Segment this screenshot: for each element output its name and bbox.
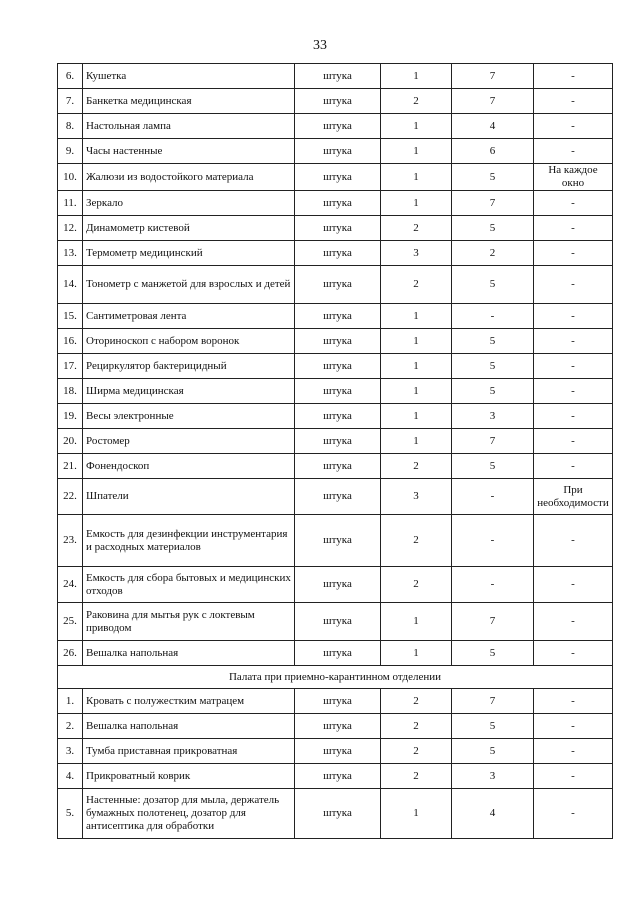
item-name: Кровать с полужестким матрацем [83,689,295,714]
row-number: 2. [58,714,83,739]
unit-cell: штука [295,479,381,515]
service-life-cell: - [452,515,534,567]
service-life-cell: 7 [452,64,534,89]
note-cell: - [534,515,613,567]
row-number: 20. [58,429,83,454]
table-row [58,479,613,515]
table-row [58,164,613,191]
note-cell: - [534,689,613,714]
unit-cell: штука [295,689,381,714]
note-cell: - [534,379,613,404]
item-name: Оториноскоп с набором воронок [83,329,295,354]
item-name: Ширма медицинская [83,379,295,404]
row-number: 15. [58,304,83,329]
note-cell: - [534,714,613,739]
quantity-cell: 2 [381,89,452,114]
table-row [58,641,613,666]
note-cell: - [534,304,613,329]
item-name: Шпатели [83,479,295,515]
service-life-cell: 5 [452,454,534,479]
table-row [58,739,613,764]
item-name: Емкость для сбора бытовых и медицинских отходов [83,567,295,603]
quantity-cell: 1 [381,404,452,429]
table-row [58,89,613,114]
row-number: 8. [58,114,83,139]
service-life-cell: - [452,304,534,329]
item-name: Сантиметровая лента [83,304,295,329]
note-cell: - [534,216,613,241]
quantity-cell: 2 [381,454,452,479]
row-number: 4. [58,764,83,789]
unit-cell: штука [295,454,381,479]
table-row [58,379,613,404]
table-row [58,266,613,304]
section-header-row [58,666,613,689]
quantity-cell: 1 [381,329,452,354]
table-row [58,241,613,266]
quantity-cell: 2 [381,266,452,304]
service-life-cell: 5 [452,266,534,304]
quantity-cell: 1 [381,304,452,329]
table-row [58,515,613,567]
unit-cell: штука [295,114,381,139]
quantity-cell: 2 [381,515,452,567]
row-number: 10. [58,164,83,191]
table-row [58,567,613,603]
quantity-cell: 1 [381,164,452,191]
note-cell: - [534,641,613,666]
row-number: 16. [58,329,83,354]
table-row [58,454,613,479]
row-number: 14. [58,266,83,304]
quantity-cell: 1 [381,354,452,379]
table-row [58,404,613,429]
item-name: Рециркулятор бактерицидный [83,354,295,379]
table-row [58,429,613,454]
row-number: 21. [58,454,83,479]
note-cell: - [534,739,613,764]
unit-cell: штука [295,379,381,404]
unit-cell: штука [295,789,381,839]
item-name: Термометр медицинский [83,241,295,266]
row-number: 11. [58,191,83,216]
item-name: Зеркало [83,191,295,216]
row-number: 6. [58,64,83,89]
table-row [58,689,613,714]
row-number: 13. [58,241,83,266]
note-cell: На каждое окно [534,164,613,191]
row-number: 1. [58,689,83,714]
service-life-cell: 5 [452,216,534,241]
service-life-cell: 4 [452,114,534,139]
service-life-cell: 5 [452,354,534,379]
note-cell: - [534,454,613,479]
row-number: 19. [58,404,83,429]
quantity-cell: 1 [381,139,452,164]
item-name: Жалюзи из водостойкого материала [83,164,295,191]
quantity-cell: 3 [381,241,452,266]
item-name: Прикроватный коврик [83,764,295,789]
quantity-cell: 1 [381,641,452,666]
item-name: Настольная лампа [83,114,295,139]
item-name: Кушетка [83,64,295,89]
unit-cell: штука [295,515,381,567]
unit-cell: штука [295,164,381,191]
item-name: Вешалка напольная [83,641,295,666]
note-cell: - [534,114,613,139]
service-life-cell: 7 [452,689,534,714]
service-life-cell: 5 [452,739,534,764]
equipment-table [57,63,613,839]
note-cell: - [534,191,613,216]
row-number: 17. [58,354,83,379]
note-cell: При необходимости [534,479,613,515]
note-cell: - [534,89,613,114]
item-name: Вешалка напольная [83,714,295,739]
quantity-cell: 1 [381,603,452,641]
quantity-cell: 1 [381,379,452,404]
unit-cell: штука [295,764,381,789]
note-cell: - [534,139,613,164]
row-number: 25. [58,603,83,641]
quantity-cell: 3 [381,479,452,515]
equipment-table-body [58,64,613,839]
unit-cell: штука [295,266,381,304]
table-row [58,64,613,89]
quantity-cell: 1 [381,191,452,216]
item-name: Емкость для дезинфекции инструментария и расходных материалов [83,515,295,567]
service-life-cell: 5 [452,641,534,666]
service-life-cell: 5 [452,164,534,191]
note-cell: - [534,329,613,354]
unit-cell: штука [295,64,381,89]
row-number: 18. [58,379,83,404]
table-row [58,603,613,641]
note-cell: - [534,429,613,454]
unit-cell: штука [295,641,381,666]
quantity-cell: 1 [381,114,452,139]
service-life-cell: 7 [452,191,534,216]
row-number: 7. [58,89,83,114]
row-number: 23. [58,515,83,567]
note-cell: - [534,354,613,379]
item-name: Настенные: дозатор для мыла, держатель бумажных полотенец, дозатор для антисептика для обработки [83,789,295,839]
service-life-cell: 4 [452,789,534,839]
table-row [58,216,613,241]
note-cell: - [534,567,613,603]
row-number: 24. [58,567,83,603]
service-life-cell: 7 [452,603,534,641]
service-life-cell: 5 [452,714,534,739]
quantity-cell: 1 [381,64,452,89]
quantity-cell: 2 [381,689,452,714]
unit-cell: штука [295,304,381,329]
table-row [58,114,613,139]
section-title: Палата при приемно-карантинном отделении [58,666,613,689]
table-row [58,764,613,789]
unit-cell: штука [295,89,381,114]
unit-cell: штука [295,567,381,603]
row-number: 26. [58,641,83,666]
service-life-cell: 5 [452,329,534,354]
unit-cell: штука [295,241,381,266]
table-row [58,304,613,329]
unit-cell: штука [295,714,381,739]
item-name: Фонендоскоп [83,454,295,479]
unit-cell: штука [295,429,381,454]
service-life-cell: 7 [452,89,534,114]
note-cell: - [534,241,613,266]
service-life-cell: 6 [452,139,534,164]
service-life-cell: 7 [452,429,534,454]
unit-cell: штука [295,329,381,354]
unit-cell: штука [295,191,381,216]
item-name: Динамометр кистевой [83,216,295,241]
item-name: Тонометр с манжетой для взрослых и детей [83,266,295,304]
item-name: Банкетка медицинская [83,89,295,114]
unit-cell: штука [295,354,381,379]
unit-cell: штука [295,603,381,641]
note-cell: - [534,764,613,789]
row-number: 9. [58,139,83,164]
service-life-cell: - [452,567,534,603]
unit-cell: штука [295,739,381,764]
row-number: 22. [58,479,83,515]
unit-cell: штука [295,404,381,429]
row-number: 3. [58,739,83,764]
unit-cell: штука [295,216,381,241]
row-number: 12. [58,216,83,241]
table-row [58,139,613,164]
note-cell: - [534,789,613,839]
quantity-cell: 2 [381,739,452,764]
note-cell: - [534,404,613,429]
item-name: Раковина для мытья рук с локтевым приводом [83,603,295,641]
quantity-cell: 1 [381,789,452,839]
quantity-cell: 2 [381,764,452,789]
service-life-cell: 5 [452,379,534,404]
service-life-cell: 3 [452,404,534,429]
item-name: Ростомер [83,429,295,454]
table-row [58,714,613,739]
item-name: Тумба приставная прикроватная [83,739,295,764]
table-row [58,354,613,379]
table-row [58,789,613,839]
unit-cell: штука [295,139,381,164]
quantity-cell: 2 [381,216,452,241]
item-name: Часы настенные [83,139,295,164]
note-cell: - [534,64,613,89]
quantity-cell: 2 [381,714,452,739]
quantity-cell: 1 [381,429,452,454]
note-cell: - [534,266,613,304]
note-cell: - [534,603,613,641]
page-number: 33 [313,38,327,53]
service-life-cell: 3 [452,764,534,789]
item-name: Весы электронные [83,404,295,429]
quantity-cell: 2 [381,567,452,603]
service-life-cell: - [452,479,534,515]
row-number: 5. [58,789,83,839]
table-row [58,329,613,354]
table-row [58,191,613,216]
service-life-cell: 2 [452,241,534,266]
